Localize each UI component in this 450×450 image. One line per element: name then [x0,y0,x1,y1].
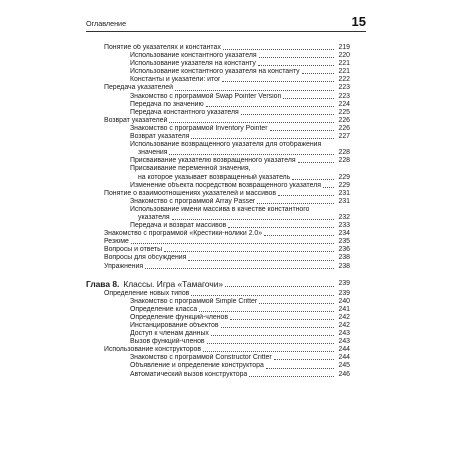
toc-entry-page: 221 [338,60,350,68]
chapter-title: Классы. Игра «Тамагочи» [123,278,224,289]
dot-leader [169,154,334,155]
chapter-number: Глава 8. [86,278,120,289]
dot-leader [264,235,334,236]
toc-entry-page: 241 [338,305,350,313]
toc-entry[interactable] [86,174,350,182]
toc-entry-text: Передача по значению [130,100,204,108]
toc-entry-text: Знакомство с программой Simple Critter [130,297,258,305]
toc-entry[interactable] [86,76,350,84]
toc-entry-page: 232 [338,213,350,221]
toc-entry-page: 226 [338,124,350,132]
section-gap [86,271,350,277]
toc-entry[interactable] [86,246,350,254]
toc-entry-text: Вопросы для обсуждения [104,254,187,262]
toc-entry-page: 228 [338,149,350,157]
dot-leader [199,311,334,312]
toc-entry[interactable] [86,314,350,322]
dot-leader [221,327,334,328]
dot-leader [241,114,334,115]
dot-leader [283,98,334,99]
toc-entry[interactable] [86,93,350,101]
toc-entry-text: Определение новых типов [104,289,190,297]
toc-entry-text: Вызов функций-членов [130,338,205,346]
toc-entry-page: 234 [338,230,350,238]
toc-entry-page: 231 [338,189,350,197]
toc-entry[interactable] [86,117,350,125]
toc-entry-text: Знакомство с программой Swap Pointer Version [130,92,282,100]
toc-entry[interactable] [86,44,350,52]
table-of-contents [86,44,350,379]
toc-entry[interactable] [86,290,350,298]
toc-entry-page: 238 [338,262,350,270]
toc-entry-text: Знакомство с программой Inventory Pointer [130,124,268,132]
toc-entry-page: 235 [338,238,350,246]
dot-leader [207,343,334,344]
toc-entry-page: 221 [338,68,350,76]
toc-entry-page: 223 [338,84,350,92]
dot-leader [258,65,334,66]
toc-entry[interactable] [86,125,350,133]
toc-entry[interactable] [86,206,350,214]
toc-entry[interactable] [86,298,350,306]
toc-entry-page: 219 [338,44,350,51]
toc-entry-text: Изменение объекта посредством возвращенного указателя [130,181,321,189]
toc-entry[interactable] [86,52,350,60]
toc-entry-text: Возврат указателя [130,133,190,141]
toc-entry[interactable] [86,222,350,230]
toc-entry-page: 226 [338,116,350,124]
dot-leader [211,335,334,336]
toc-entry-text: Передача константного указателя [130,108,239,116]
dot-leader [175,90,334,91]
dot-leader [230,319,334,320]
toc-entry-page: 246 [338,370,350,378]
toc-entry-page: 229 [338,181,350,189]
toc-entry-text: Передача указателей [104,84,173,92]
toc-entry[interactable] [86,84,350,92]
header-rule [86,31,366,32]
toc-entry-page: 233 [338,222,350,230]
dot-leader [302,73,334,74]
toc-entry[interactable] [86,371,350,379]
toc-entry[interactable] [86,214,350,222]
toc-entry-text: указателя [138,213,170,221]
toc-entry-text: Понятие о взаимоотношениях указателей и массивов [104,189,277,197]
toc-entry[interactable] [86,109,350,117]
toc-entry[interactable] [86,198,350,206]
toc-entry-text: Использование константного указателя [130,52,257,60]
toc-entry[interactable] [86,165,350,173]
toc-entry[interactable] [86,60,350,68]
toc-entry-text: Константы и указатели: итог [130,76,221,84]
toc-entry-page: 244 [338,346,350,354]
page-number: 15 [351,14,366,29]
toc-entry-page: 236 [338,246,350,254]
dot-leader [249,376,334,377]
dot-leader [323,187,334,188]
toc-entry[interactable] [86,101,350,109]
toc-entry-page: 225 [338,108,350,116]
toc-entry-page: 243 [338,338,350,346]
toc-entry-text: Передача и возврат массивов [130,222,227,230]
dot-leader [172,219,334,220]
dot-leader [266,368,334,369]
toc-section-chapter-7 [86,44,350,271]
toc-entry[interactable] [86,141,350,149]
toc-entry-text: Упражнения [104,262,144,270]
toc-entry-text: Автоматический вызов конструктора [130,370,248,378]
toc-entry-text: Возврат указателей [104,116,168,124]
toc-entry[interactable] [86,149,350,157]
dot-leader [259,57,334,58]
toc-entry-text: Использование возвращенного указателя для отображения [130,141,322,149]
toc-entry-text: Определение функций-членов [130,313,229,321]
dot-leader [274,359,334,360]
dot-leader [206,106,334,107]
toc-entry-text: Знакомство с программой «Крестики-нолики 2.0» [104,230,263,238]
toc-entry-text: Понятие об указателях и константах [104,44,221,51]
dot-leader [222,81,334,82]
toc-entry[interactable] [86,354,350,362]
toc-entry-text: Определение класса [130,305,198,313]
dot-leader [298,162,334,163]
dot-leader [292,179,334,180]
dot-leader [145,268,334,269]
toc-entry-page: 229 [338,173,350,181]
toc-entry-page: 242 [338,313,350,321]
dot-leader [223,49,334,50]
toc-entry-page: 243 [338,330,350,338]
toc-entry-text: Использование константного указателя на константу [130,68,300,76]
toc-entry-text: Знакомство с программой Constructor Critter [130,354,272,362]
toc-entry[interactable] [86,190,350,198]
toc-section-chapter-8 [86,290,350,379]
toc-entry-text: значения [138,149,168,157]
toc-entry-page: 222 [338,76,350,84]
toc-entry-page: 238 [338,254,350,262]
dot-leader [203,351,334,352]
toc-entry-text: Инстанцирование объектов [130,322,219,329]
dot-leader [191,138,334,139]
toc-entry[interactable] [86,182,350,190]
toc-entry-text: на которое указывает возвращенный указатель [138,173,291,181]
toc-entry-text: Вопросы и ответы [104,246,163,254]
dot-leader [191,295,334,296]
toc-entry-text: Резюме [104,238,129,246]
toc-entry[interactable] [86,133,350,141]
toc-entry[interactable] [86,238,350,246]
toc-entry-text: Использование указателя на константу [130,60,256,68]
toc-entry-text: Присваивание указателю возвращенного указателя [130,157,296,165]
dot-leader [278,195,334,196]
toc-entry[interactable] [86,230,350,238]
toc-entry-page: 239 [338,289,350,297]
dot-leader [131,243,334,244]
dot-leader [225,286,334,287]
dot-leader [169,122,334,123]
toc-entry-page: 240 [338,297,350,305]
toc-entry[interactable] [86,263,350,271]
toc-entry-page: 223 [338,92,350,100]
toc-entry[interactable] [86,362,350,370]
toc-entry-page: 242 [338,322,350,329]
toc-entry[interactable] [86,330,350,338]
toc-entry-page: 227 [338,133,350,141]
dot-leader [164,251,334,252]
toc-entry-text: Доступ к членам данных [130,330,209,338]
toc-entry[interactable] [86,346,350,354]
toc-entry[interactable] [86,306,350,314]
toc-entry-text: Знакомство с программой Array Passer [130,197,256,205]
running-header-title: Оглавление [86,19,127,28]
toc-entry[interactable] [86,338,350,346]
toc-entry-page: 245 [338,362,350,370]
chapter-heading[interactable] [86,279,350,289]
dot-leader [257,203,334,204]
toc-entry[interactable] [86,157,350,165]
dot-leader [259,303,334,304]
toc-entry-text: Присваивание переменной значения, [130,165,251,173]
toc-entry[interactable] [86,254,350,262]
toc-entry-text: Использование имени массива в качестве константного [130,205,310,213]
dot-leader [228,227,334,228]
toc-entry[interactable] [86,322,350,330]
toc-entry-page: 231 [338,197,350,205]
dot-leader [188,260,334,261]
toc-entry-page: 244 [338,354,350,362]
toc-entry-page: 220 [338,52,350,60]
chapter-page: 239 [338,279,350,287]
toc-entry-text: Объявление и определение конструктора [130,362,264,370]
toc-entry-page: 224 [338,100,350,108]
toc-entry-page: 228 [338,157,350,165]
toc-entry[interactable] [86,68,350,76]
toc-entry-text: Использование конструкторов [104,346,202,354]
dot-leader [270,130,335,131]
